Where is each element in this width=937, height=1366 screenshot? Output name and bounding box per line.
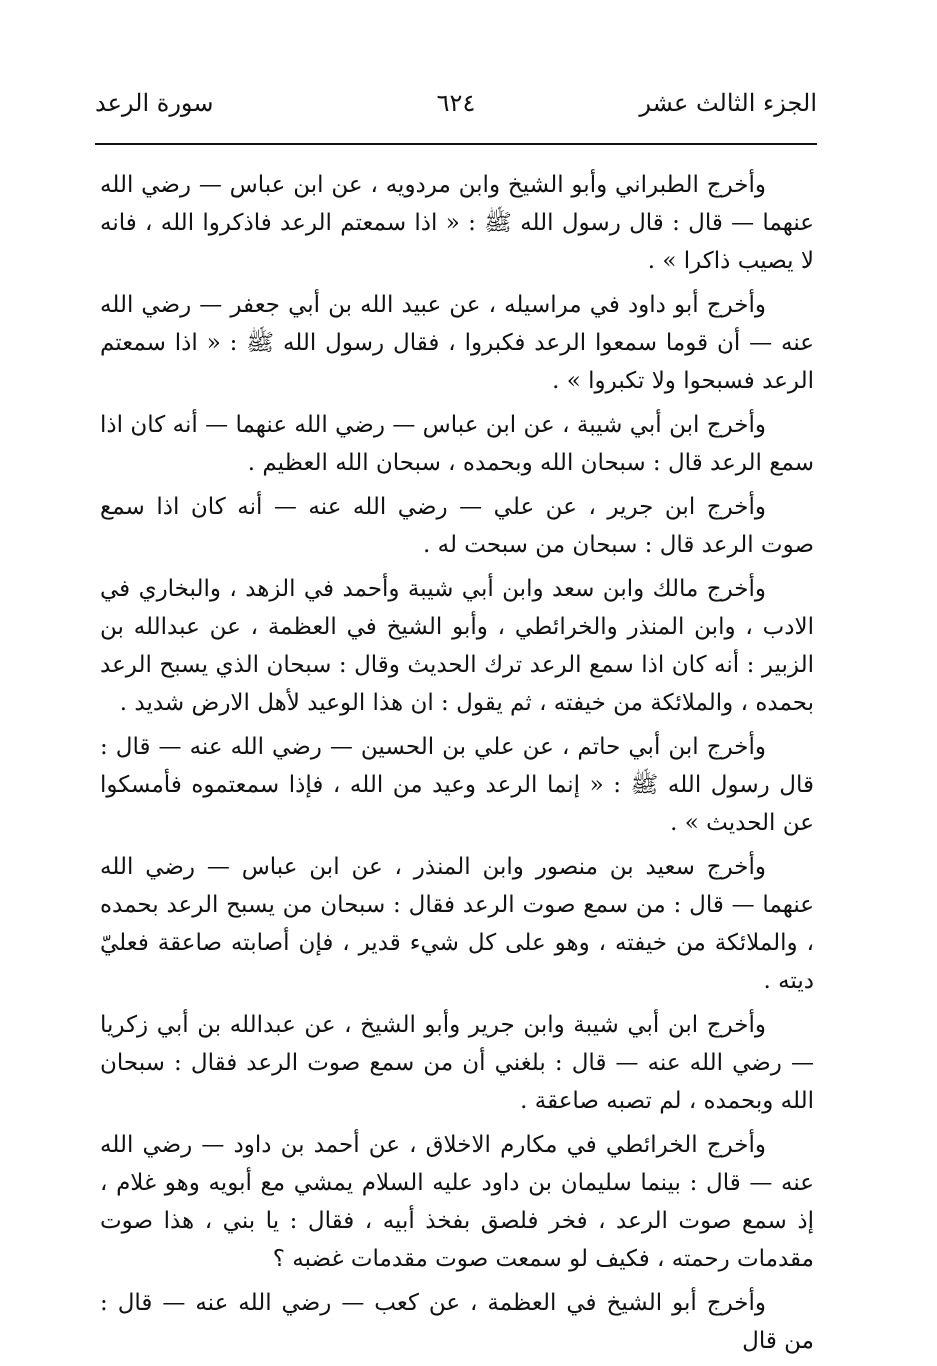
paragraph: وأخرج ابن أبي شيبة ، عن ابن عباس — رضي الله عنهما — أنه كان اذا سمع الرعد قال : سبحان الله وبحمده ، سبحان الله العظيم . — [100, 412, 814, 476]
paragraph: وأخرج أبو داود في مراسيله ، عن عبيد الله بن أبي جعفر — رضي الله عنه — أن قوما سمعوا الرعد فكبروا ، فقال رسول الله ﷺ : « اذا سمعتم الرعد فسبحوا ولا تكبروا » . — [100, 292, 814, 394]
paragraph: وأخرج الطبراني وأبو الشيخ وابن مردويه ، عن ابن عباس — رضي الله عنهما — قال : قال رسول الله ﷺ : « اذا سمعتم الرعد فاذكروا الله ، فانه لا يصيب ذاكرا » . — [100, 172, 814, 274]
part-title: الجزء الثالث عشر — [639, 89, 817, 117]
page-number: ٦٢٤ — [436, 89, 476, 117]
page-header — [95, 78, 817, 128]
paragraph: وأخرج ابن جرير ، عن علي — رضي الله عنه — أنه كان اذا سمع صوت الرعد قال : سبحان من سبحت له . — [100, 494, 814, 558]
paragraph: وأخرج ابن أبي شيبة وابن جرير وأبو الشيخ ، عن عبدالله بن أبي زكريا — رضي الله عنه — قال : بلغني أن من سمع صوت الرعد فقال : سبحان الله وبحمده ، لم تصبه صاعقة . — [100, 1012, 814, 1114]
paragraph: وأخرج الخرائطي في مكارم الاخلاق ، عن أحمد بن داود — رضي الله عنه — قال : بينما سليمان بن داود عليه السلام يمشي مع أبويه وهو غلام ، إذ سمع صوت الرعد ، فخر فلصق بفخذ أبيه ، فقال : يا بني ، هذا صوت مقدمات رحمته ، فكيف لو سمعت صوت مقدمات غضبه ؟ — [100, 1132, 814, 1272]
paragraph: وأخرج ابن أبي حاتم ، عن علي بن الحسين — رضي الله عنه — قال : قال رسول الله ﷺ : « إنما الرعد وعيد من الله ، فإذا سمعتموه فأمسكوا عن الحديث » . — [100, 734, 814, 836]
header-divider — [95, 143, 817, 145]
paragraph: وأخرج مالك وابن سعد وابن أبي شيبة وأحمد في الزهد ، والبخاري في الادب ، وابن المنذر والخرائطي ، وأبو الشيخ في العظمة ، عن عبدالله بن الزبير : أنه كان اذا سمع الرعد ترك الحديث وقال : سبحان الذي يسبح الرعد بحمده ، والملائكة من خيفته ، ثم يقول : ان هذا الوعيد لأهل الارض شديد . — [100, 576, 814, 716]
page-body — [100, 166, 814, 1366]
paragraph: وأخرج أبو الشيخ في العظمة ، عن كعب — رضي الله عنه — قال : من قال — [100, 1290, 814, 1354]
surah-title: سورة الرعد — [95, 89, 214, 117]
paragraph: وأخرج سعيد بن منصور وابن المنذر ، عن ابن عباس — رضي الله عنهما — قال : من سمع صوت الرعد فقال : سبحان من يسبح الرعد بحمده ، والملائكة من خيفته ، وهو على كل شيء قدير ، فإن أصابته صاعقة فعليّ ديته . — [100, 854, 814, 994]
